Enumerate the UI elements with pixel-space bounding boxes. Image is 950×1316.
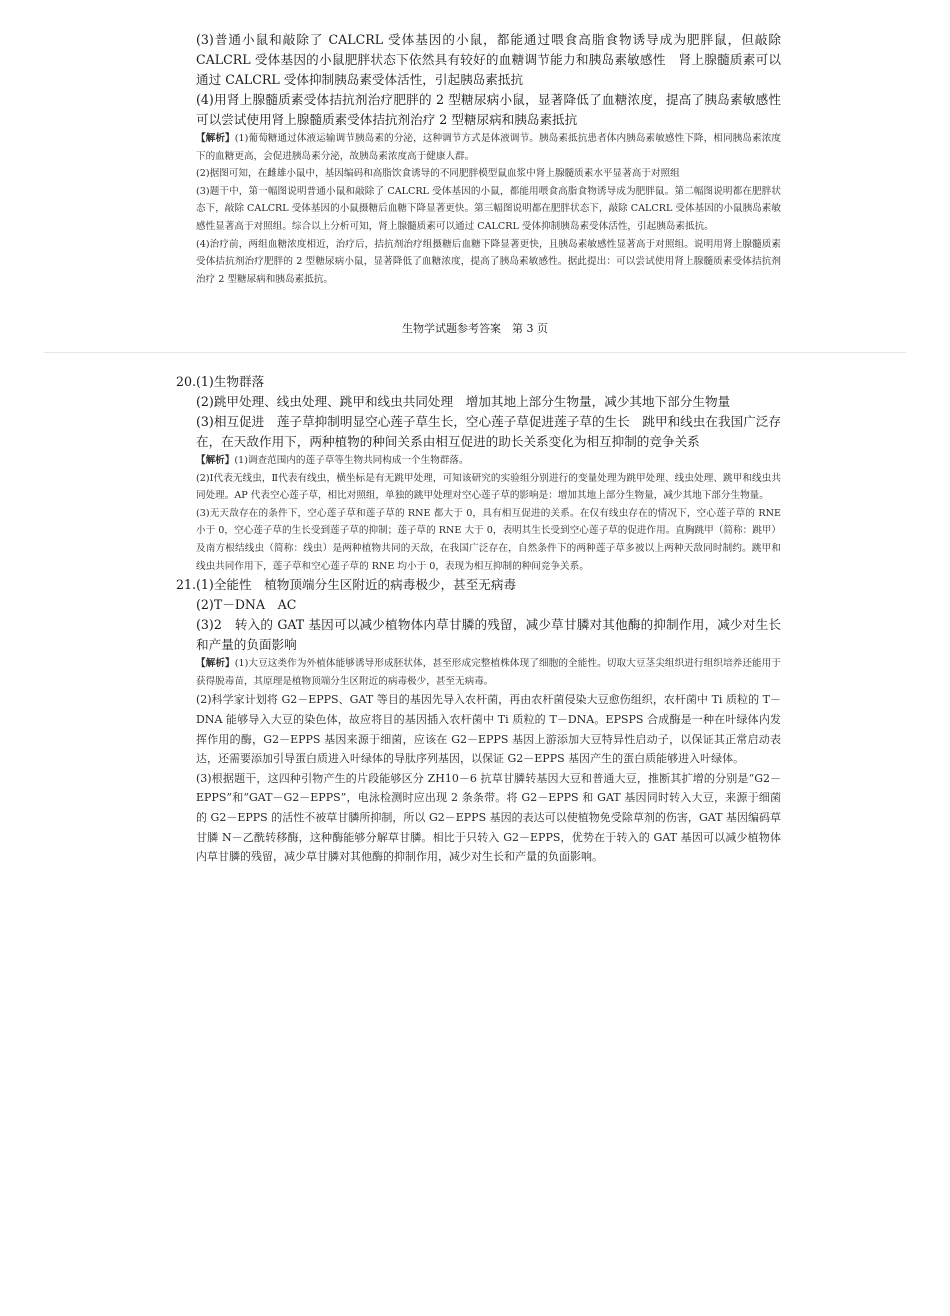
q21-answer-1: 21.(1)全能性 植物顶端分生区附近的病毒极少，甚至无病毒 — [176, 575, 781, 595]
q20-answer-2: (2)跳甲处理、线虫处理、跳甲和线虫共同处理 增加其地上部分生物量，减少其地下部分生物量 — [196, 394, 731, 409]
q20-explanation-2: (2)Ⅰ代表无线虫，Ⅱ代表有线虫，横坐标是有无跳甲处理，可知该研究的实验组分别进行的变量处理为跳甲处理、线虫处理、跳甲和线虫共同处理。AP 代表空心莲子草，相比对照组，单独的跳甲处理对空心莲子草的影响是：增加其地上部分生物量，减少其地下部分生物量。 — [196, 472, 781, 502]
page-divider — [44, 352, 906, 353]
q19-answer-3: (3)普通小鼠和敲除了 CALCRL 受体基因的小鼠，都能通过喂食高脂食物诱导成为肥胖鼠，但敲除 CALCRL 受体基因的小鼠肥胖状态下依然具有较好的血糖调节能力和胰岛素敏感性 肾上腺髓质素可以通过 CALCRL 受体抑制胰岛素受体活性，引起胰岛素抵抗 — [196, 32, 782, 87]
jiexi-tag: 【解析】 — [196, 455, 235, 466]
q20-answer-1: 20.(1)生物群落 — [176, 372, 781, 392]
q20-number: 20. — [176, 374, 197, 389]
q19-explanation-3: (3)题干中，第一幅图说明普通小鼠和敲除了 CALCRL 受体基因的小鼠，都能用喂食高脂食物诱导成为肥胖鼠。第二幅图说明都在肥胖状态下，敲除 CALCRL 受体基因的小鼠摄糖后血糖下降显著更快。第三幅图说明都在肥胖状态下，敲除 CALCRL 受体基因的小鼠胰岛素敏感性显著高于对照组。综合以上分析可知，肾上腺髓质素可以通过 CALCRL 受体抑制胰岛素受体活性，引起胰岛素抵抗。 — [196, 185, 781, 232]
jiexi-tag: 【解析】 — [196, 133, 235, 144]
q19-continued-section — [196, 30, 794, 288]
q19-explanation-4: (4)治疗前，两组血糖浓度相近，治疗后，拮抗剂治疗组摄糖后血糖下降显著更快，且胰岛素敏感性显著高于对照组。说明用肾上腺髓质素受体拮抗剂治疗肥胖的 2 型糖尿病小鼠，显著降低了血糖浓度，提高了胰岛素敏感性。据此提出：可以尝试使用肾上腺髓质素受体拮抗剂治疗 2 型糖尿病和胰岛素抵抗。 — [196, 238, 781, 285]
q20-answer-3: (3)相互促进 莲子草抑制明显空心莲子草生长，空心莲子草促进莲子草的生长 跳甲和线虫在我国广泛存在，在天敌作用下，两种植物的种间关系由相互促进的助长关系变化为相互抑制的竞争关系 — [196, 414, 781, 449]
jiexi-tag: 【解析】 — [196, 658, 235, 670]
q19-explanation-2: (2)据图可知，在雌雄小鼠中，基因编码和高脂饮食诱导的不同肥胖模型鼠血浆中肾上腺髓质素水平显著高于对照组 — [196, 168, 680, 180]
q21-answer-2: (2)T－DNA AC — [196, 597, 297, 613]
q21-number: 21. — [176, 577, 197, 593]
q21-answer-3: (3)2 转入的 GAT 基因可以减少植物体内草甘膦的残留，减少草甘膦对其他酶的抑制作用，减少对生长和产量的负面影响 — [196, 617, 781, 653]
q20-explanation-3: (3)无天敌存在的条件下，空心莲子草和莲子草的 RNE 都大于 0，具有相互促进的关系。在仅有线虫存在的情况下，空心莲子草的 RNE 小于 0，空心莲子草的生长受到莲子草的抑制；莲子草的 RNE 大于 0，表明其生长受到空心莲子草的促进作用。直胸跳甲（简称：跳甲）及南方根结线虫（简称：线虫）是两种植物共同的天敌，在我国广泛存在，自然条件下的两种莲子草多被以上两种天敌同时制约。跳甲和线虫共同作用下，莲子草和空心莲子草的 RNE 均小于 0，表现为相互抑制的种间竞争关系。 — [196, 507, 781, 572]
q20-explanation-1: 【解析】(1)调查范围内的莲子草等生物共同构成一个生物群落。 — [196, 455, 469, 466]
q21-explanation-1: 【解析】(1)大豆这类作为外植体能够诱导形成胚状体，甚至形成完整植株体现了细胞的全能性。切取大豆茎尖组织进行组织培养还能用于获得脱毒苗，其原理是植物顶端分生区附近的病毒极少，甚至无病毒。 — [196, 658, 782, 687]
q20-q21-section — [176, 372, 781, 867]
q19-explanation-1: 【解析】(1)葡萄糖通过体液运输调节胰岛素的分泌，这种调节方式是体液调节。胰岛素抵抗患者体内胰岛素敏感性下降，相同胰岛素浓度下的血糖更高，会促进胰岛素分泌，故胰岛素浓度高于健康人群。 — [196, 133, 782, 162]
page-footer: 生物学试题参考答案 第 3 页 — [402, 322, 548, 335]
q19-answer-4: (4)用肾上腺髓质素受体拮抗剂治疗肥胖的 2 型糖尿病小鼠，显著降低了血糖浓度，提高了胰岛素敏感性 可以尝试使用肾上腺髓质素受体拮抗剂治疗 2 型糖尿病和胰岛素抵抗 — [196, 92, 794, 127]
q21-explanation-2: (2)科学家计划将 G2－EPPS、GAT 等目的基因先导入农杆菌，再由农杆菌侵染大豆愈伤组织，农杆菌中 Ti 质粒的 T－DNA 能够导入大豆的染色体，故应将目的基因插入农杆菌中 Ti 质粒的 T－DNA。EPSPS 合成酶是一种在叶绿体内发挥作用的酶，G2－EPPS 基因来源于细菌，应该在 G2－EPPS 基因上游添加大豆特异性启动子，以保证其正常启动表达，还需要添加引导蛋白质进入叶绿体的导肽序列基因，以保证 G2－EPPS 基因产生的蛋白质能够进入叶绿体。 — [196, 693, 781, 766]
q21-explanation-3: (3)根据题干，这四种引物产生的片段能够区分 ZH10－6 抗草甘膦转基因大豆和普通大豆，推断其扩增的分别是“G2－EPPS”和“GAT－G2－EPPS”，电泳检测时应出现 2 条条带。将 G2－EPPS 和 GAT 基因同时转入大豆，来源于细菌的 G2－EPPS 的活性不被草甘膦所抑制，所以 G2－EPPS 基因的表达可以使植物免受除草剂的伤害，GAT 基因编码草甘膦 N－乙酰转移酶，这种酶能够分解草甘膦。相比于只转入 G2－EPPS，优势在于转入的 GAT 基因可以减少植物体内草甘膦的残留，减少草甘膦对其他酶的抑制作用，减少对生长和产量的负面影响。 — [196, 771, 781, 864]
